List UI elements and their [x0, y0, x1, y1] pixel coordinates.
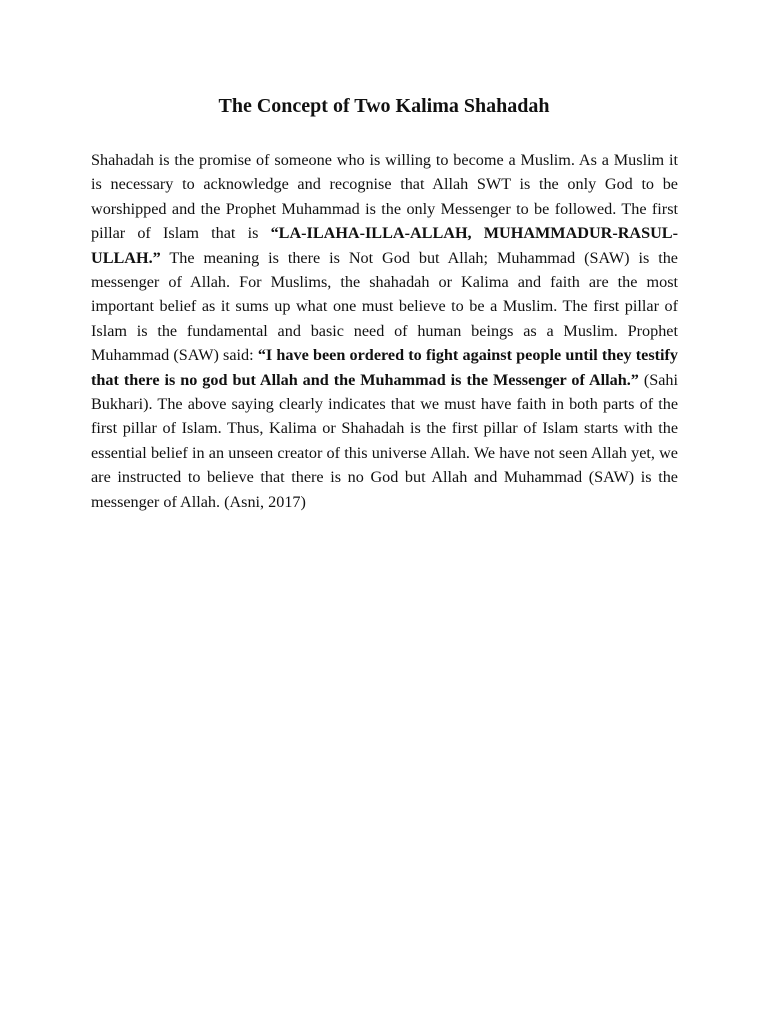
paragraph-text-conclusion: (Sahi Bukhari). The above saying clearly indicates that we must have faith in both parts of the first pillar of Islam. Thus, Kalima or Shahadah is the first pillar of Islam starts with the essential belief in an unseen creator of this universe Allah. We have not seen Allah yet, we are instructed to believe that there is no God but Allah and Muhammad (SAW) is the messenger of Allah. (Asni, 2017) — [91, 370, 679, 511]
body-paragraph — [91, 148, 678, 514]
document-title: The Concept of Two Kalima Shahadah — [218, 95, 550, 117]
paragraph-text-meaning: The meaning is there is Not God but Allah; Muhammad (SAW) is the messenger of Allah. For Muslims, the shahadah or Kalima and faith are the most important belief as it sums up what one must believe to be a Muslim. The first pillar of Islam is the fundamental and basic need of human beings as a Muslim. Prophet Muhammad (SAW) said: — [91, 248, 678, 365]
shahadah-quote: “LA-ILAHA-ILLA-ALLAH, MUHAMMADUR-RASUL-ULLAH.” — [91, 224, 678, 267]
hadith-quote: “I have been ordered to fight against people until they testify that there is no god but Allah and the Muhammad is the Messenger of Allah.” — [91, 346, 678, 389]
paragraph-text-intro: Shahadah is the promise of someone who is willing to become a Muslim. As a Muslim it is necessary to acknowledge and recognise that Allah SWT is the only God to be worshipped and the Prophet Muhammad is the only Messenger to be followed. The first pillar of Islam that is — [91, 151, 678, 243]
